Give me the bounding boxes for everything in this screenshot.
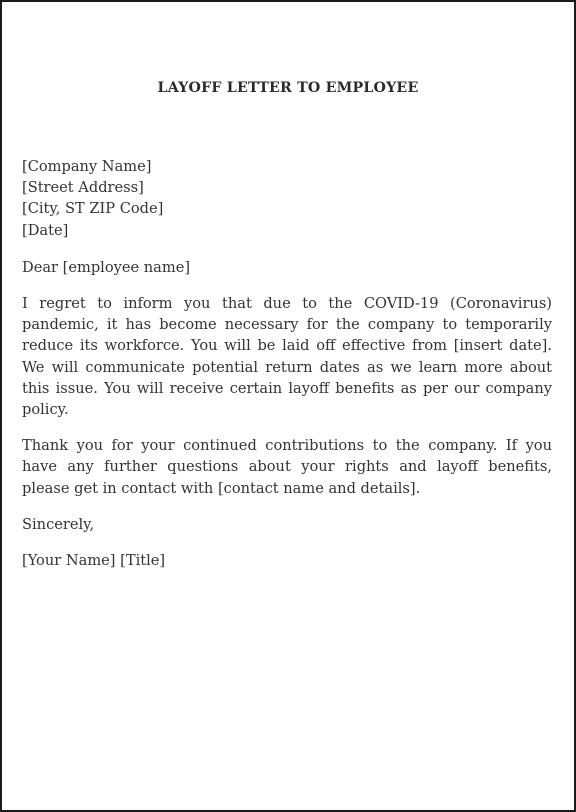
- body-paragraph-layoff-notice: I regret to inform you that due to the COVID-19 (Coronavirus) pandemic, it has become necessary for the company to temporarily reduce its workforce. You will be laid off effective from [insert date]. We will communicate potential return dates as we learn more about this issue. You will receive certain layoff benefits as per our company policy.: [22, 295, 552, 419]
- sender-address-block: [22, 156, 552, 241]
- company-name: [Company Name]: [22, 158, 152, 175]
- signature-line: [Your Name] [Title]: [22, 552, 166, 570]
- salutation: Dear [employee name]: [22, 258, 191, 276]
- closing: Sincerely,: [22, 515, 95, 533]
- letter-date: [Date]: [22, 221, 69, 239]
- body-paragraph-thanks: Thank you for your continued contributions to the company. If you have any further questions about your rights and layoff benefits, please get in contact with [contact name and details].: [22, 437, 552, 497]
- city-state-zip: [City, ST ZIP Code]: [22, 200, 164, 218]
- street-address: [Street Address]: [22, 179, 144, 197]
- letter-title: LAYOFF LETTER TO EMPLOYEE: [157, 80, 419, 96]
- letter-body: [22, 156, 552, 571]
